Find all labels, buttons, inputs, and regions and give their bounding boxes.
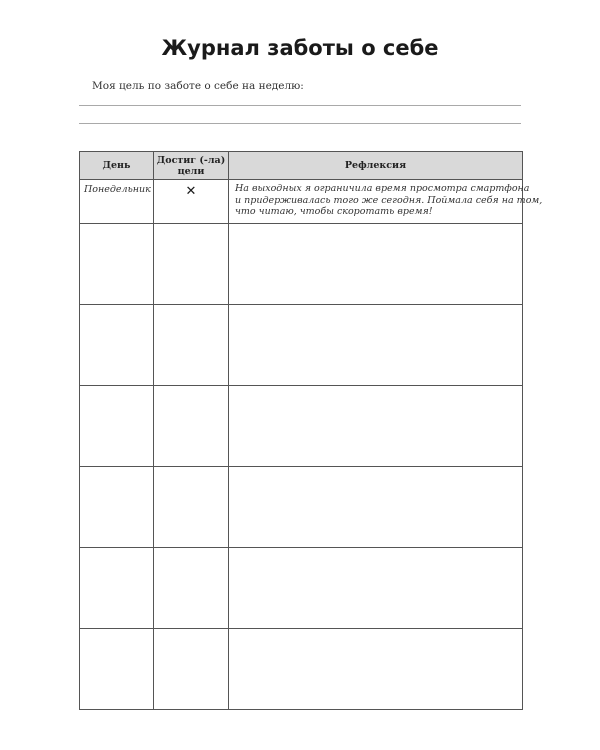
blank-goal-cell[interactable] [154,629,229,710]
header-goal-line-1: Достиг (-ла) [156,154,226,166]
blank-goal-cell[interactable] [154,386,229,467]
blank-reflection-cell[interactable] [229,386,523,467]
example-reflection-cell [229,180,543,224]
blank-day-cell[interactable] [80,386,154,467]
reflection-line-1: На выходных я ограничила время просмотра смартфона [235,183,530,194]
blank-day-cell[interactable] [80,224,154,305]
self-care-journal-table [79,151,543,710]
blank-day-cell[interactable] [80,467,154,548]
blank-day-cell[interactable] [80,305,154,386]
blank-goal-cell[interactable] [154,548,229,629]
blank-goal-cell[interactable] [154,467,229,548]
page-title: Журнал заботы о себе [161,36,439,60]
header-day: День [80,152,154,180]
table-header-row [80,152,523,180]
x-mark-icon: ✕ [185,184,197,199]
table-row [80,305,523,386]
table-row [80,224,523,305]
example-day-cell: Понедельник [80,180,154,224]
blank-goal-cell[interactable] [154,305,229,386]
header-goal-line-2: цели [177,165,205,177]
blank-reflection-cell[interactable] [229,305,523,386]
blank-reflection-cell[interactable] [229,629,523,710]
table-row [80,629,523,710]
header-reflection: Рефлексия [229,152,523,180]
table-row [80,180,523,224]
weekly-goal-label: Моя цель по заботе о себе на неделю: [92,80,304,92]
header-goal-achieved [154,152,229,180]
blank-day-cell[interactable] [80,629,154,710]
table-row [80,467,523,548]
blank-reflection-cell[interactable] [229,224,523,305]
reflection-line-3: что читаю, чтобы скоротать время! [235,206,433,217]
blank-reflection-cell[interactable] [229,548,523,629]
table-row [80,386,523,467]
blank-goal-cell[interactable] [154,224,229,305]
example-goal-cell[interactable] [154,180,229,224]
reflection-line-2: и придерживалась того же сегодня. Поймала себя на том, [235,194,543,206]
table-row [80,548,523,629]
goal-write-line-1[interactable] [79,105,521,106]
blank-reflection-cell[interactable] [229,467,523,548]
blank-day-cell[interactable] [80,548,154,629]
goal-write-line-2[interactable] [79,123,521,124]
